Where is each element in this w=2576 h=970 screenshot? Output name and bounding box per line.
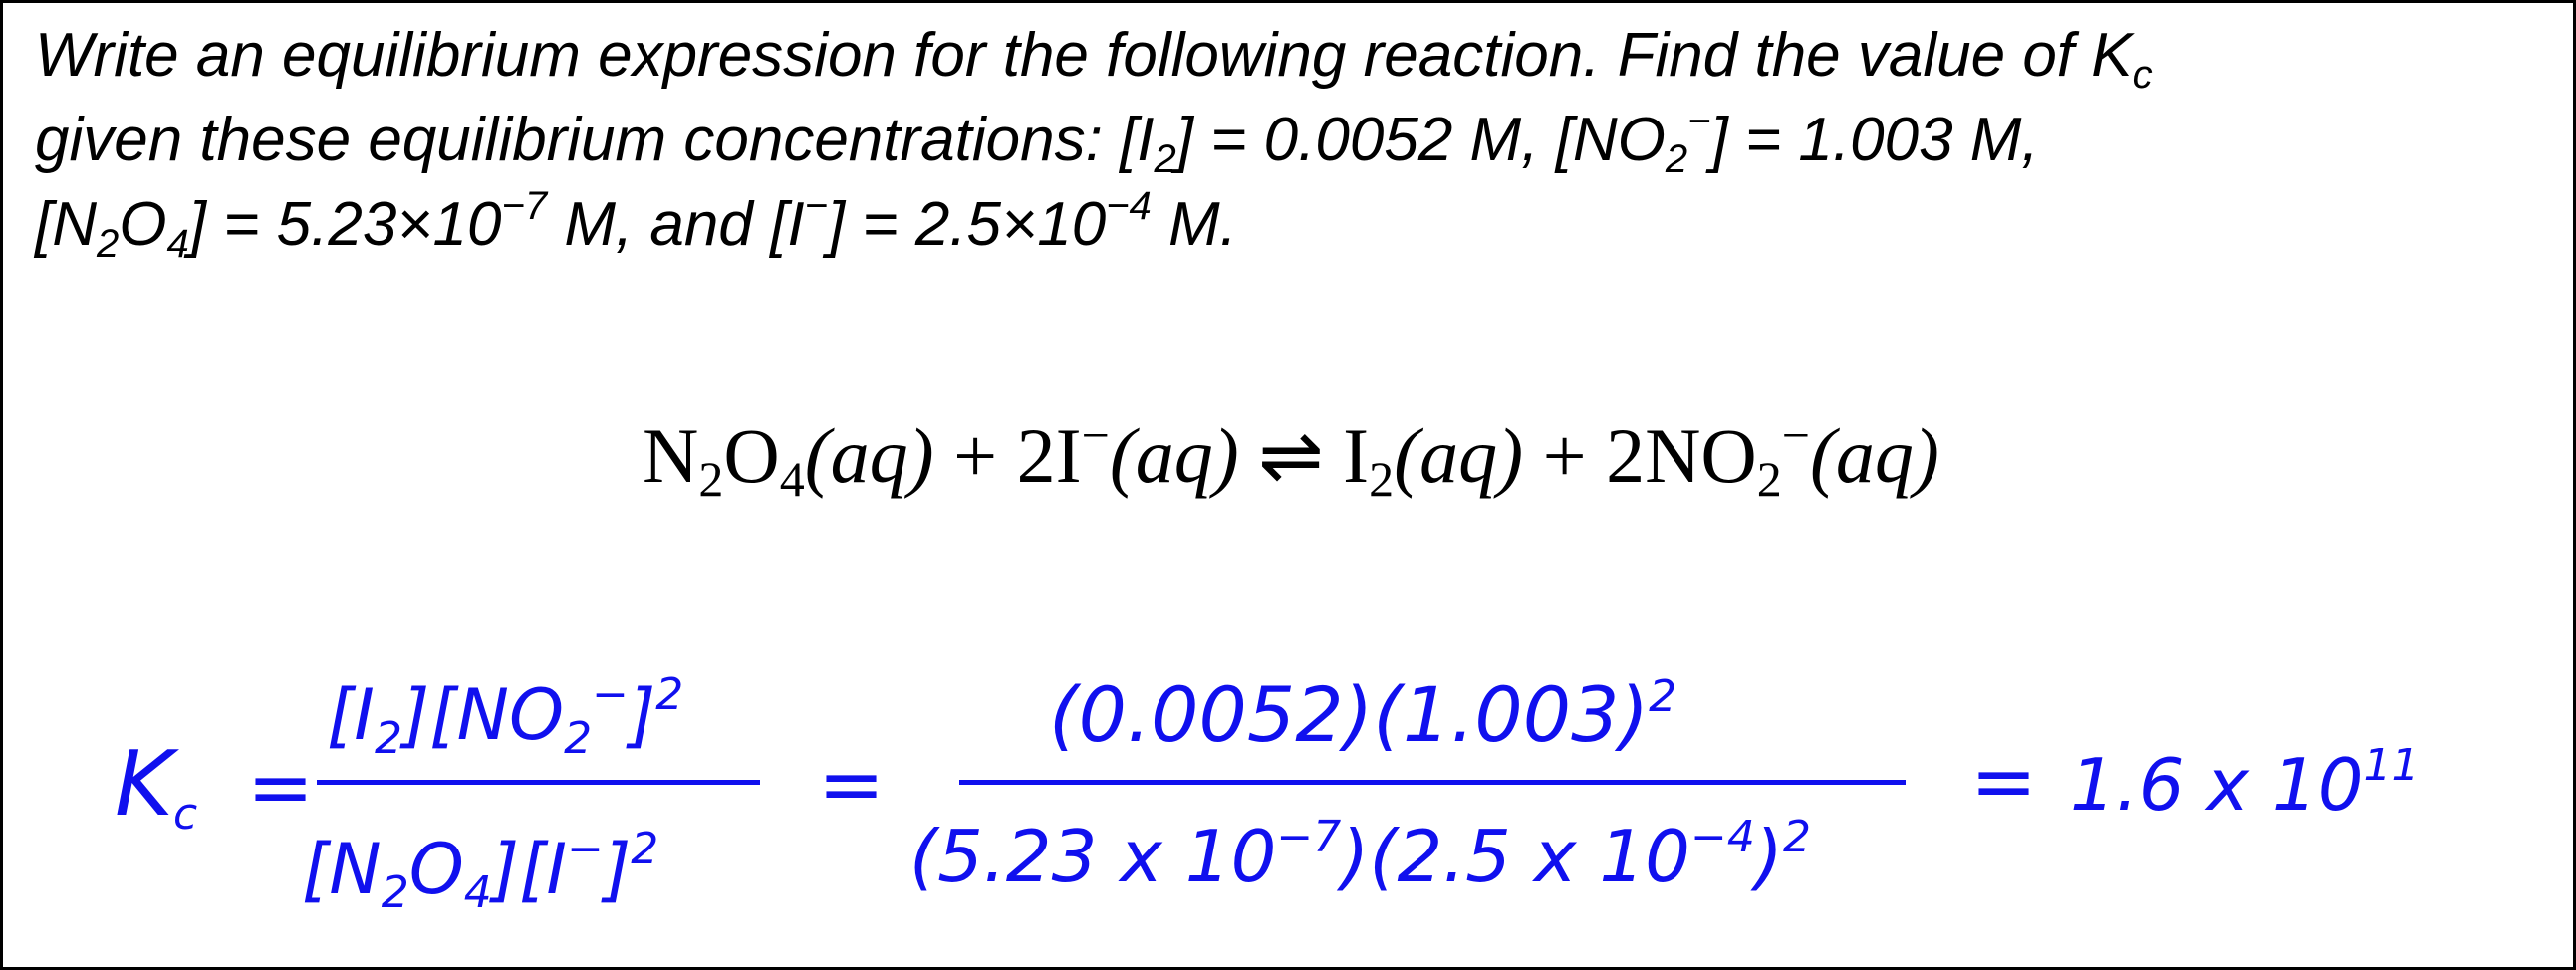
product-iodine: $I_2(aq)$ <box>1343 412 1524 507</box>
equals-sign: = <box>818 738 886 831</box>
reactant-n2o4: $N_2O_4(aq)$ <box>643 412 934 507</box>
prompt-intro-subscript: c <box>2132 53 2153 97</box>
substitution-denominator: (5.23 x $10^{-7})(2.5$ x $10^{-4})^2$ <box>909 812 1811 898</box>
expression-denominator: $[N_2O_4][I^-]^2$ <box>302 824 659 918</box>
substitution-numerator: $(0.0052)(1.003)^2$ <box>1049 670 1677 759</box>
expression-numerator: $[I_2][NO_2^-]^2$ <box>327 669 684 764</box>
prompt-given-prefix: given these equilibrium concentrations: <box>35 106 1103 174</box>
i2-concentration: $[I_2] = 0.0052$ M, <box>1120 106 1539 181</box>
plus-sign: + <box>953 412 998 499</box>
n2o4-concentration: $[N_2O_4] = 5.23\times 10^{-7}$ M, and <box>35 184 753 266</box>
expression-fraction-bar <box>317 780 760 785</box>
product-nitrite: $2NO_2^-(aq)$ <box>1606 407 1939 507</box>
chemical-equation <box>643 406 1939 506</box>
prompt-intro: Write an equilibrium expression for the following reaction. Find the value of K <box>35 21 2133 90</box>
equals-sign: = <box>247 741 315 834</box>
substitution-fraction-bar <box>959 780 1906 785</box>
nitrite-concentration: $[NO_2^-] = 1.003$ M, <box>1555 100 2039 181</box>
reactant-iodide: 2I−(aq) <box>1016 407 1239 499</box>
kc-result: 1.6 x $10^{11}$ <box>2070 740 2420 827</box>
plus-sign: + <box>1542 412 1587 499</box>
question-prompt <box>35 13 2545 267</box>
iodide-concentration: $[I^-] = 2.5\times 10^{-4}$ M. <box>770 184 1237 259</box>
equilibrium-arrow: ⇌ <box>1258 412 1324 499</box>
equals-sign: = <box>1970 735 2038 828</box>
kc-symbol: $K_c$ <box>115 732 198 840</box>
